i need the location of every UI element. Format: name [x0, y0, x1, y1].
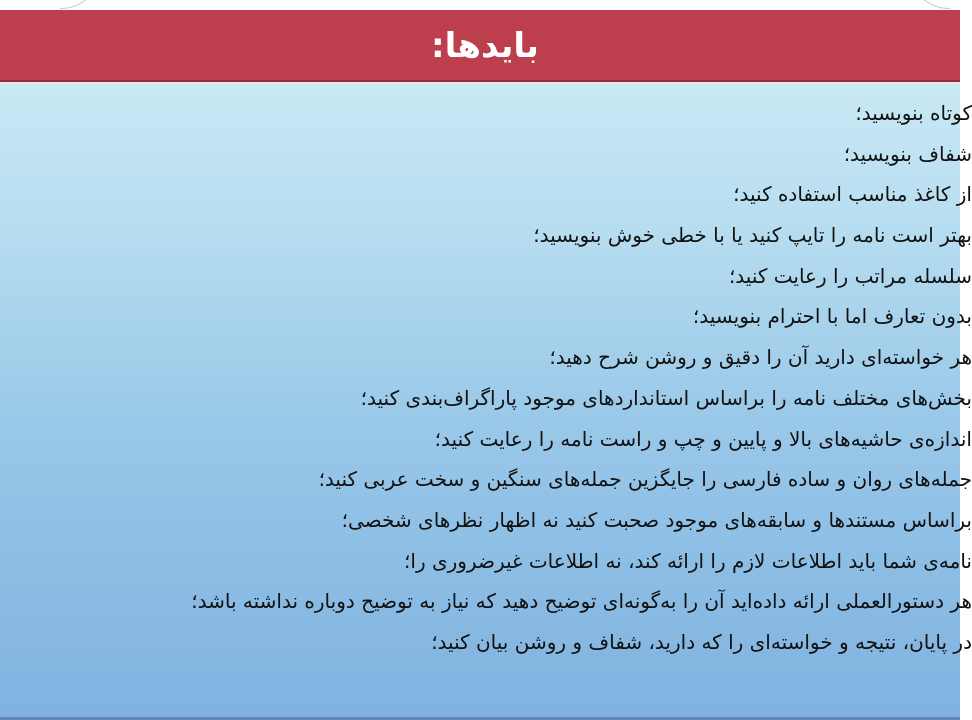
- list-item: بخش‌های مختلف نامه را براساس استانداردهای موجود پاراگراف‌بندی کنید؛: [360, 385, 972, 410]
- list-item: از کاغذ مناسب استفاده کنید؛: [733, 182, 972, 207]
- list-item: کوتاه بنویسید؛: [855, 101, 972, 125]
- bullet-list: [12, 93, 972, 663]
- list-item: هر خواسته‌ای دارید آن را دقیق و روشن شرح دهید؛: [549, 345, 972, 370]
- slide-title: بایدها:: [431, 26, 539, 66]
- list-item: براساس مستندها و سابقه‌های موجود صحبت کنید نه اظهار نظرهای شخصی؛: [341, 507, 972, 532]
- list-item: بهتر است نامه را تایپ کنید یا با خطی خوش بنویسید؛: [533, 223, 972, 248]
- title-divider: [0, 82, 960, 84]
- list-item: بدون تعارف اما با احترام بنویسید؛: [692, 304, 972, 329]
- title-bar: [0, 10, 960, 82]
- list-item: اندازه‌ی حاشیه‌های بالا و پایین و چپ و راست نامه را رعایت کنید؛: [434, 426, 972, 451]
- list-item: سلسله مراتب را رعایت کنید؛: [728, 263, 972, 288]
- list-item: هر دستورالعملی ارائه داده‌اید آن را به‌گونه‌ای توضیح دهید که نیاز به توضیح دوباره نداشته باشد؛: [191, 589, 972, 614]
- list-item: در پایان، نتیجه و خواسته‌ای را که دارید، شفاف و روشن بیان کنید؛: [431, 629, 972, 654]
- list-item: نامه‌ی شما باید اطلاعات لازم را ارائه کند، نه اطلاعات غیرضروری را؛: [404, 548, 972, 573]
- list-item: جمله‌های روان و ساده فارسی را جایگزین جمله‌های سنگین و سخت عربی کنید؛: [318, 467, 972, 492]
- top-strip: [0, 0, 960, 10]
- list-item: شفاف بنویسید؛: [843, 141, 972, 166]
